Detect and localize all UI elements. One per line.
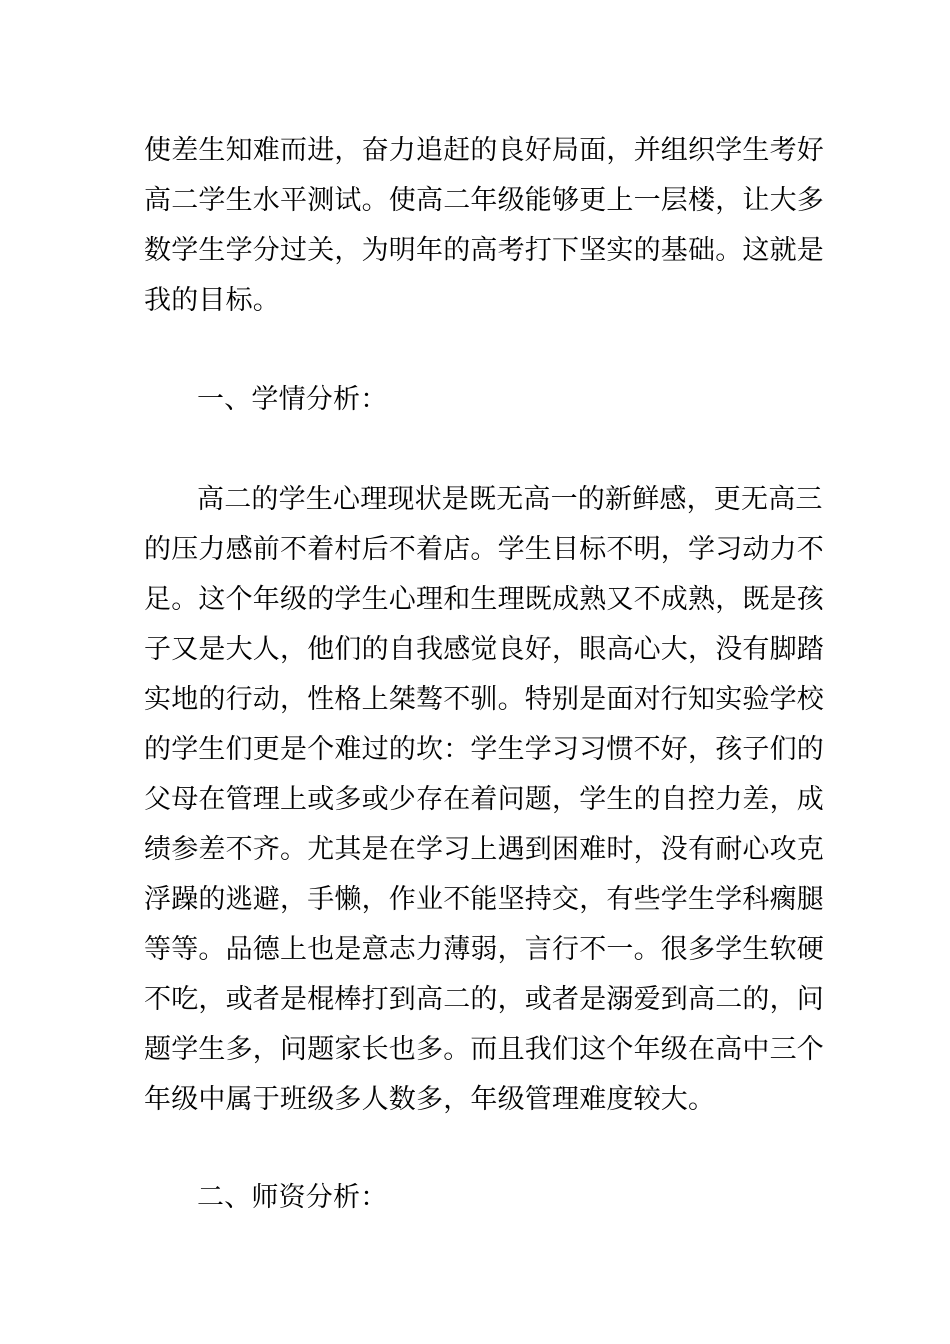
text-line: 我的目标。 (144, 285, 280, 316)
text-line: 年级中属于班级多人数多，年级管理难度较大。 (144, 1084, 716, 1115)
text-line: 的压力感前不着村后不着店。学生目标不明，学习动力不 (144, 534, 824, 565)
text-line: 的学生们更是个难过的坎：学生学习习惯不好，孩子们的 (144, 734, 824, 765)
text-line: 使差生知难而进，奋力追赶的良好局面，并组织学生考好 (144, 135, 824, 166)
text-line: 题学生多，问题家长也多。而且我们这个年级在高中三个 (144, 1034, 824, 1065)
text-line: 父母在管理上或多或少存在着问题，学生的自控力差，成 (144, 784, 824, 815)
text-line: 子又是大人，他们的自我感觉良好，眼高心大，没有脚踏 (144, 634, 824, 665)
text-line: 绩参差不齐。尤其是在学习上遇到困难时，没有耐心攻克 (144, 834, 824, 865)
text-line: 等等。品德上也是意志力薄弱，言行不一。很多学生软硬 (144, 934, 824, 965)
text-line: 足。这个年级的学生心理和生理既成熟又不成熟，既是孩 (144, 584, 824, 615)
text-line: 实地的行动，性格上桀骜不驯。特别是面对行知实验学校 (144, 684, 824, 715)
section-heading-teacher-analysis: 二、师资分析： (197, 1182, 388, 1213)
text-line: 高二学生水平测试。使高二年级能够更上一层楼，让大多 (144, 185, 824, 216)
section-heading-student-analysis: 一、学情分析： (197, 384, 388, 415)
text-line: 浮躁的逃避，手懒，作业不能坚持交，有些学生学科瘸腿 (144, 884, 824, 915)
text-line: 数学生学分过关，为明年的高考打下坚实的基础。这就是 (144, 235, 824, 266)
text-line: 高二的学生心理现状是既无高一的新鲜感，更无高三 (197, 484, 823, 515)
text-line: 不吃，或者是棍棒打到高二的，或者是溺爱到高二的，问 (144, 984, 824, 1015)
